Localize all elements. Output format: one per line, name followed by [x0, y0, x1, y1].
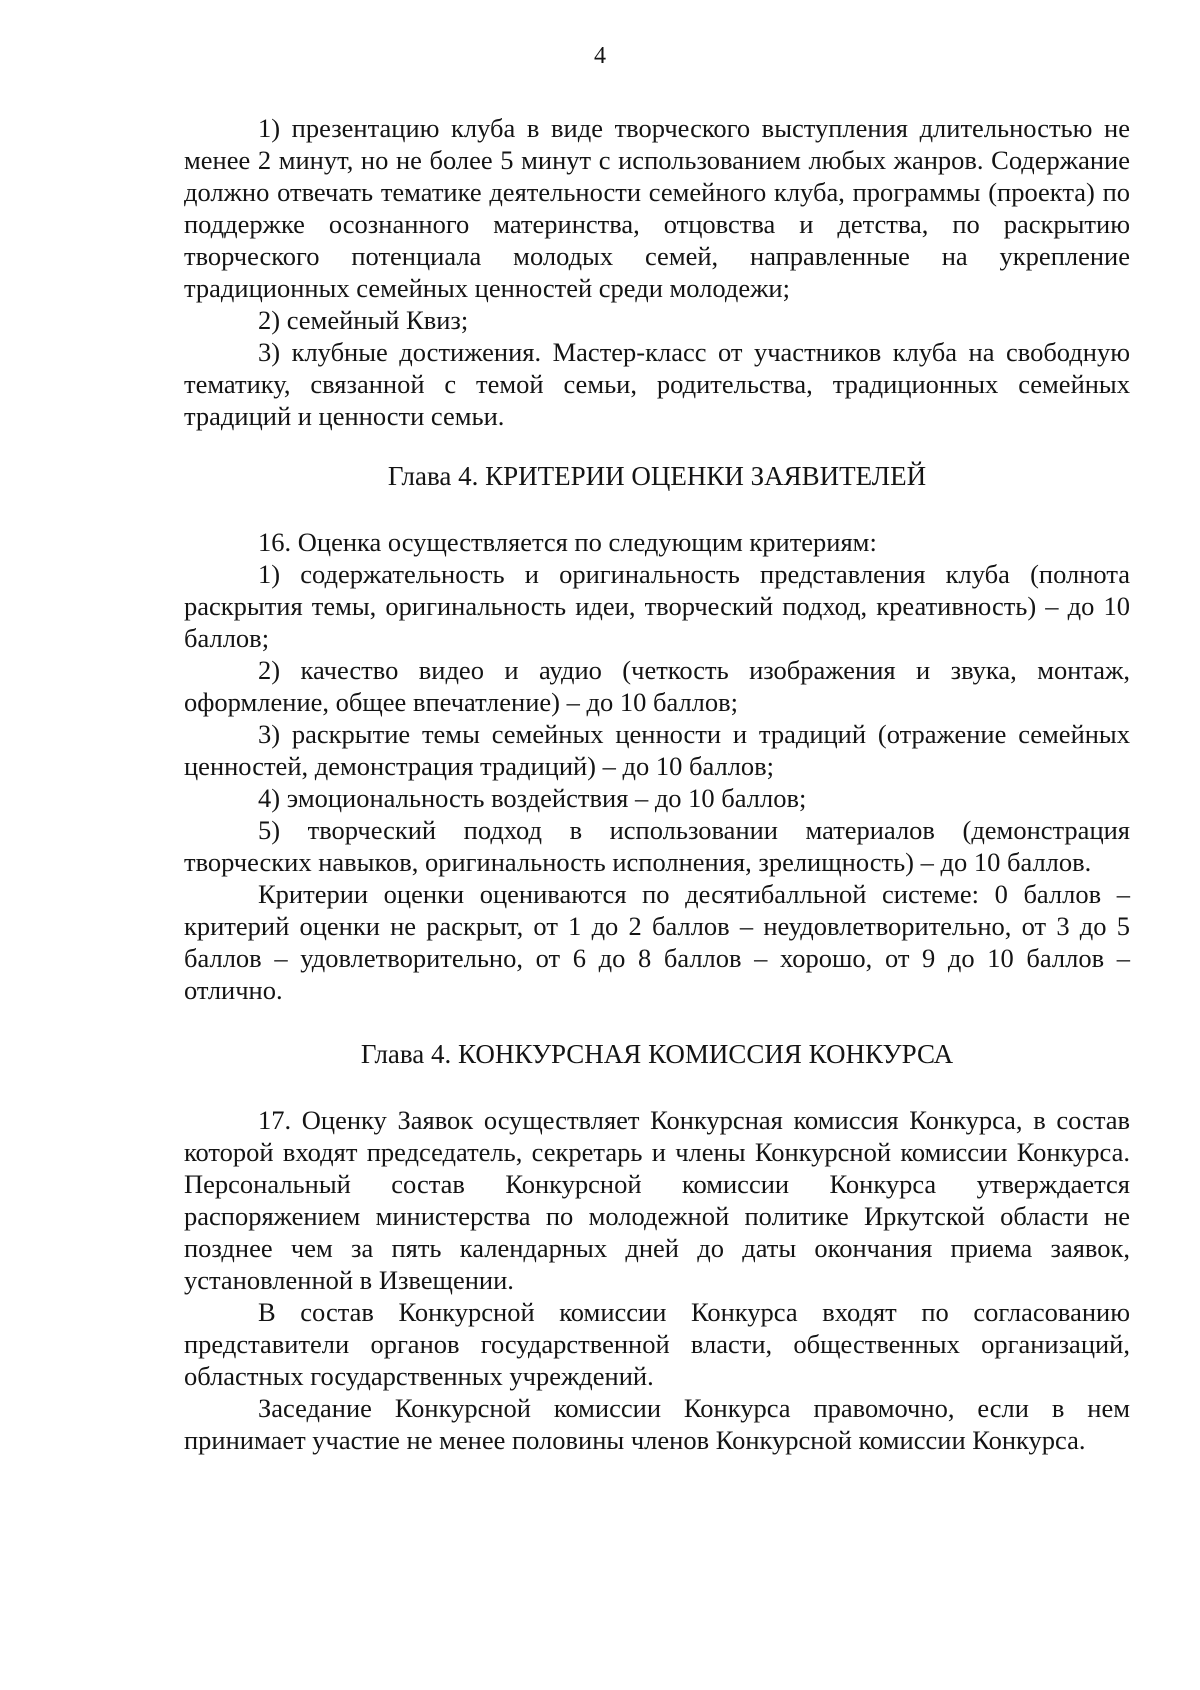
chapter-heading-criteria: Глава 4. КРИТЕРИИ ОЦЕНКИ ЗАЯВИТЕЛЕЙ: [387, 461, 927, 491]
criterion-item-2: 2) качество видео и аудио (четкость изображения и звука, монтаж, оформление, общее впечатление) – до 10 баллов;: [184, 655, 1130, 717]
intro-item-2: 2) семейный Квиз;: [258, 305, 469, 335]
chapter-heading-commission: Глава 4. КОНКУРСНАЯ КОМИССИЯ КОНКУРСА: [360, 1039, 954, 1069]
intro-item-3: 3) клубные достижения. Мастер-класс от участников клуба на свободную тематику, связанной с темой семьи, родительства, традиционных семейных традиций и ценности семьи.: [184, 337, 1130, 431]
criterion-item-5: 5) творческий подход в использовании материалов (демонстрация творческих навыков, оригинальность исполнения, зрелищность) – до 10 баллов.: [184, 815, 1130, 877]
intro-item-1: 1) презентацию клуба в виде творческого выступления длительностью не менее 2 минут, но не более 5 минут с использованием любых жанров. Содержание должно отвечать тематике деятельности семейного клуба, программы (проекта) по поддержке осознанного материнства, отцовства и детства, по раскрытию творческого потенциала молодых семей, направленные на укрепление традиционных семейных ценностей среди молодежи;: [184, 113, 1130, 303]
page-number: 4: [594, 43, 606, 69]
commission-paragraph-3: Заседание Конкурсной комиссии Конкурса правомочно, если в нем принимает участие не менее половины членов Конкурсной комиссии Конкурса.: [184, 1393, 1130, 1455]
criteria-intro: 16. Оценка осуществляется по следующим критериям:: [258, 527, 877, 557]
criterion-item-4: 4) эмоциональность воздействия – до 10 баллов;: [258, 783, 807, 813]
scoring-paragraph: Критерии оценки оцениваются по десятибалльной системе: 0 баллов – критерий оценки не раскрыт, от 1 до 2 баллов – неудовлетворительно, от 3 до 5 баллов – удовлетворительно, от 6 до 8 баллов – хорошо, от 9 до 10 баллов – отлично.: [184, 879, 1130, 1005]
commission-paragraph-2: В состав Конкурсной комиссии Конкурса входят по согласованию представители органов государственной власти, общественных организаций, областных государственных учреждений.: [184, 1297, 1130, 1391]
criterion-item-3: 3) раскрытие темы семейных ценности и традиций (отражение семейных ценностей, демонстрация традиций) – до 10 баллов;: [184, 719, 1130, 781]
criterion-item-1: 1) содержательность и оригинальность представления клуба (полнота раскрытия темы, оригинальность идеи, творческий подход, креативность) – до 10 баллов;: [184, 559, 1130, 653]
commission-paragraph-1: 17. Оценку Заявок осуществляет Конкурсная комиссия Конкурса, в состав которой входят председатель, секретарь и члены Конкурсной комиссии Конкурса. Персональный состав Конкурсной комиссии Конкурса утверждается распоряжением министерства по молодежной политике Иркутской области не позднее чем за пять календарных дней до даты окончания приема заявок, установленной в Извещении.: [184, 1105, 1130, 1295]
document-body: [184, 112, 1130, 1456]
